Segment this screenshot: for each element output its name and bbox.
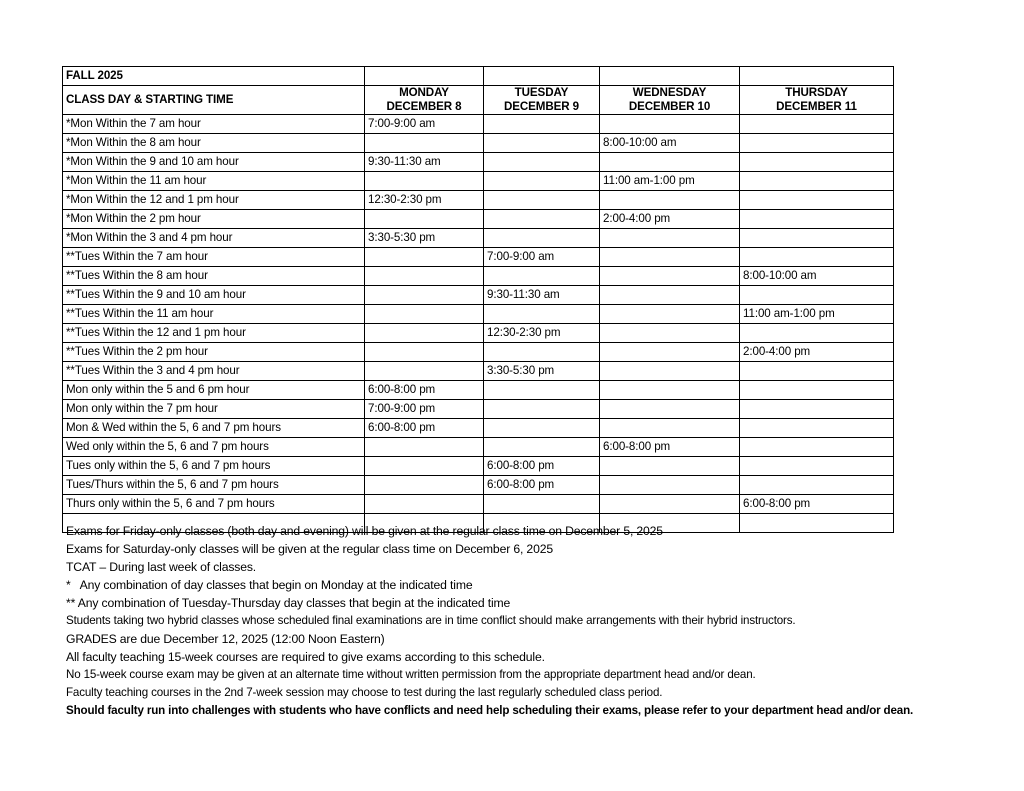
table-row xyxy=(63,286,894,305)
table-row xyxy=(63,381,894,400)
table-row xyxy=(63,362,894,381)
exam-time-cell-thursday xyxy=(740,438,894,457)
row-label-cell: **Tues Within the 11 am hour xyxy=(63,305,365,324)
exam-time-cell-thursday: 11:00 am-1:00 pm xyxy=(740,305,894,324)
exam-time-cell-wednesday xyxy=(600,343,740,362)
header-day-date-thursday: DECEMBER 11 xyxy=(776,100,857,113)
exam-time-cell-monday: 7:00-9:00 am xyxy=(365,115,484,134)
exam-time-cell-monday: 3:30-5:30 pm xyxy=(365,229,484,248)
exam-time-cell-thursday xyxy=(740,324,894,343)
exam-time-cell-wednesday: 2:00-4:00 pm xyxy=(600,210,740,229)
header-day-date-tuesday: DECEMBER 9 xyxy=(503,100,580,113)
exam-time-cell-monday xyxy=(365,457,484,476)
row-label-cell: **Tues Within the 8 am hour xyxy=(63,267,365,286)
column-header-class-day: CLASS DAY & STARTING TIME xyxy=(63,86,365,115)
table-row xyxy=(63,305,894,324)
exam-time-cell-thursday: 8:00-10:00 am xyxy=(740,267,894,286)
exam-time-cell-wednesday xyxy=(600,248,740,267)
exam-time-cell-monday xyxy=(365,495,484,514)
row-label-cell: Mon only within the 7 pm hour xyxy=(63,400,365,419)
note-line: * Any combination of day classes that begin on Monday at the indicated time xyxy=(66,578,473,592)
note-line: GRADES are due December 12, 2025 (12:00 Noon Eastern) xyxy=(66,632,385,646)
exam-time-cell-wednesday xyxy=(600,286,740,305)
column-header-monday xyxy=(365,86,484,115)
row-label-cell: **Tues Within the 12 and 1 pm hour xyxy=(63,324,365,343)
exam-time-cell-monday: 12:30-2:30 pm xyxy=(365,191,484,210)
table-row xyxy=(63,438,894,457)
note-line: TCAT – During last week of classes. xyxy=(66,560,257,574)
exam-time-cell-monday xyxy=(365,248,484,267)
exam-time-cell-wednesday xyxy=(600,305,740,324)
exam-time-cell-wednesday xyxy=(600,400,740,419)
row-label-cell: Tues only within the 5, 6 and 7 pm hours xyxy=(63,457,365,476)
column-header-wednesday xyxy=(600,86,740,115)
exam-time-cell-tuesday: 6:00-8:00 pm xyxy=(484,476,600,495)
exam-time-cell-monday xyxy=(365,286,484,305)
exam-time-cell-monday xyxy=(365,210,484,229)
column-header-tuesday xyxy=(484,86,600,115)
exam-time-cell-monday: 6:00-8:00 pm xyxy=(365,381,484,400)
note-line: Should faculty run into challenges with students who have conflicts and need help scheduling their exams, please refer to your department head and/or dean. xyxy=(66,704,914,717)
header-day-name-monday: MONDAY xyxy=(399,86,449,99)
exam-time-cell-tuesday xyxy=(484,419,600,438)
exam-time-cell-thursday xyxy=(740,191,894,210)
exam-time-cell-thursday xyxy=(740,248,894,267)
exam-time-cell-thursday xyxy=(740,134,894,153)
table-row xyxy=(63,476,894,495)
exam-time-cell-tuesday: 9:30-11:30 am xyxy=(484,286,600,305)
exam-time-cell-wednesday xyxy=(600,191,740,210)
row-label-cell: *Mon Within the 11 am hour xyxy=(63,172,365,191)
table-row xyxy=(63,115,894,134)
note-line: Students taking two hybrid classes whose scheduled final examinations are in time conflict should make arrangements with their hybrid instructors. xyxy=(66,614,796,627)
exam-time-cell-tuesday xyxy=(484,400,600,419)
table-body xyxy=(63,67,894,533)
exam-time-cell-thursday xyxy=(740,400,894,419)
exam-time-cell-wednesday xyxy=(600,362,740,381)
exam-time-cell-thursday xyxy=(740,229,894,248)
row-label-cell: *Mon Within the 9 and 10 am hour xyxy=(63,153,365,172)
exam-time-cell-tuesday xyxy=(484,438,600,457)
row-label-cell: *Mon Within the 7 am hour xyxy=(63,115,365,134)
exam-time-cell-tuesday xyxy=(484,115,600,134)
final-exam-schedule-table xyxy=(62,66,894,533)
exam-time-cell-tuesday xyxy=(484,229,600,248)
exam-time-cell-tuesday xyxy=(484,210,600,229)
exam-time-cell-tuesday xyxy=(484,343,600,362)
exam-time-cell-tuesday xyxy=(484,381,600,400)
exam-time-cell-wednesday: 8:00-10:00 am xyxy=(600,134,740,153)
header-day-date-monday: DECEMBER 8 xyxy=(386,100,462,113)
table-row xyxy=(63,267,894,286)
note-line: Faculty teaching courses in the 2nd 7-week session may choose to test during the last regularly scheduled class period. xyxy=(66,686,663,699)
row-label-cell: Tues/Thurs within the 5, 6 and 7 pm hours xyxy=(63,476,365,495)
exam-time-cell-thursday: 2:00-4:00 pm xyxy=(740,343,894,362)
exam-time-cell-wednesday xyxy=(600,381,740,400)
exam-time-cell-wednesday: 6:00-8:00 pm xyxy=(600,438,740,457)
table-row xyxy=(63,153,894,172)
row-label-cell: **Tues Within the 7 am hour xyxy=(63,248,365,267)
exam-time-cell-tuesday: 3:30-5:30 pm xyxy=(484,362,600,381)
header-day-date-wednesday: DECEMBER 10 xyxy=(628,100,711,113)
exam-time-cell-tuesday xyxy=(484,495,600,514)
exam-time-cell-wednesday xyxy=(600,153,740,172)
table-row xyxy=(63,495,894,514)
exam-time-cell-monday xyxy=(365,438,484,457)
exam-time-cell-thursday xyxy=(740,381,894,400)
exam-time-cell-monday xyxy=(365,324,484,343)
table-row xyxy=(63,172,894,191)
row-label-cell: **Tues Within the 2 pm hour xyxy=(63,343,365,362)
table-row xyxy=(63,457,894,476)
exam-time-cell-tuesday xyxy=(484,153,600,172)
exam-time-cell-monday xyxy=(365,305,484,324)
table-row xyxy=(63,419,894,438)
table-row xyxy=(63,343,894,362)
exam-time-cell-thursday xyxy=(740,286,894,305)
exam-time-cell-monday xyxy=(365,476,484,495)
row-label-cell: Mon only within the 5 and 6 pm hour xyxy=(63,381,365,400)
exam-time-cell-thursday xyxy=(740,153,894,172)
table-row xyxy=(63,400,894,419)
row-label-cell: Wed only within the 5, 6 and 7 pm hours xyxy=(63,438,365,457)
table-row xyxy=(63,229,894,248)
exam-time-cell-tuesday xyxy=(484,134,600,153)
exam-time-cell-monday: 7:00-9:00 pm xyxy=(365,400,484,419)
exam-time-cell-tuesday: 7:00-9:00 am xyxy=(484,248,600,267)
exam-time-cell-wednesday xyxy=(600,457,740,476)
row-label-cell: *Mon Within the 12 and 1 pm hour xyxy=(63,191,365,210)
exam-time-cell-wednesday xyxy=(600,115,740,134)
title-row-spacer-monday xyxy=(365,67,484,86)
exam-time-cell-monday xyxy=(365,343,484,362)
column-header-thursday xyxy=(740,86,894,115)
exam-time-cell-monday xyxy=(365,134,484,153)
table-row xyxy=(63,134,894,153)
table-row xyxy=(63,248,894,267)
note-line: Exams for Friday-only classes (both day and evening) will be given at the regular class time on December 5, 2025 xyxy=(66,524,663,538)
exam-time-cell-tuesday xyxy=(484,172,600,191)
table-row xyxy=(63,210,894,229)
header-day-name-tuesday: TUESDAY xyxy=(514,86,569,99)
row-label-cell: **Tues Within the 3 and 4 pm hour xyxy=(63,362,365,381)
exam-time-cell-thursday xyxy=(740,362,894,381)
row-label-cell: *Mon Within the 8 am hour xyxy=(63,134,365,153)
table-title-row xyxy=(63,67,894,86)
exam-time-cell-thursday: 6:00-8:00 pm xyxy=(740,495,894,514)
exam-time-cell-monday xyxy=(365,362,484,381)
note-line: All faculty teaching 15-week courses are required to give exams according to this schedule. xyxy=(66,650,545,664)
exam-time-cell-thursday xyxy=(740,476,894,495)
exam-time-cell-wednesday: 11:00 am-1:00 pm xyxy=(600,172,740,191)
exam-time-cell-wednesday xyxy=(600,476,740,495)
schedule-notes xyxy=(66,522,966,720)
exam-time-cell-thursday xyxy=(740,457,894,476)
note-line: Exams for Saturday-only classes will be given at the regular class time on December 6, 2025 xyxy=(66,542,553,556)
exam-time-cell-wednesday xyxy=(600,324,740,343)
note-line: No 15-week course exam may be given at an alternate time without written permission from the appropriate department head and/or dean. xyxy=(66,668,756,681)
header-day-name-thursday: THURSDAY xyxy=(785,86,848,99)
exam-schedule-sheet xyxy=(62,66,893,533)
table-row xyxy=(63,324,894,343)
row-label-cell: *Mon Within the 2 pm hour xyxy=(63,210,365,229)
table-row xyxy=(63,191,894,210)
exam-time-cell-tuesday xyxy=(484,267,600,286)
exam-time-cell-wednesday xyxy=(600,229,740,248)
note-line: ** Any combination of Tuesday-Thursday day classes that begin at the indicated time xyxy=(66,596,511,610)
table-header-row xyxy=(63,86,894,115)
exam-time-cell-monday xyxy=(365,172,484,191)
exam-time-cell-thursday xyxy=(740,419,894,438)
exam-time-cell-thursday xyxy=(740,172,894,191)
exam-time-cell-tuesday: 12:30-2:30 pm xyxy=(484,324,600,343)
exam-time-cell-wednesday xyxy=(600,495,740,514)
exam-time-cell-monday: 9:30-11:30 am xyxy=(365,153,484,172)
exam-time-cell-monday: 6:00-8:00 pm xyxy=(365,419,484,438)
term-title: FALL 2025 xyxy=(63,67,365,86)
title-row-spacer-thursday xyxy=(740,67,894,86)
title-row-spacer-wednesday xyxy=(600,67,740,86)
row-label-cell: Thurs only within the 5, 6 and 7 pm hours xyxy=(63,495,365,514)
exam-time-cell-tuesday xyxy=(484,191,600,210)
exam-time-cell-thursday xyxy=(740,115,894,134)
exam-time-cell-monday xyxy=(365,267,484,286)
exam-time-cell-wednesday xyxy=(600,267,740,286)
row-label-cell: Mon & Wed within the 5, 6 and 7 pm hours xyxy=(63,419,365,438)
exam-time-cell-wednesday xyxy=(600,419,740,438)
header-day-name-wednesday: WEDNESDAY xyxy=(632,86,707,99)
row-label-cell: **Tues Within the 9 and 10 am hour xyxy=(63,286,365,305)
exam-time-cell-tuesday: 6:00-8:00 pm xyxy=(484,457,600,476)
title-row-spacer-tuesday xyxy=(484,67,600,86)
exam-time-cell-tuesday xyxy=(484,305,600,324)
row-label-cell: *Mon Within the 3 and 4 pm hour xyxy=(63,229,365,248)
exam-time-cell-thursday xyxy=(740,210,894,229)
